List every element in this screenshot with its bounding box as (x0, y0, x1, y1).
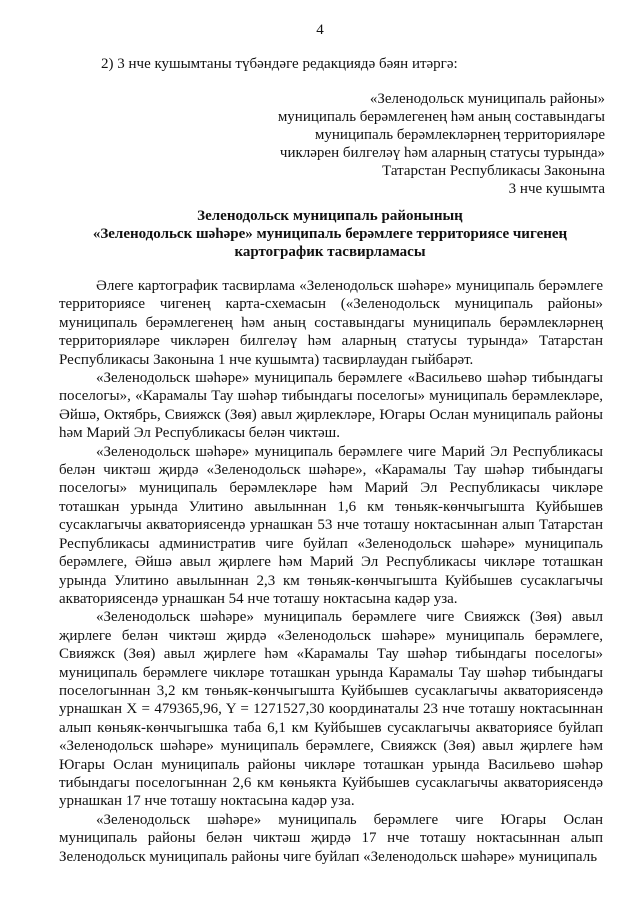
title-line: Зеленодольск муниципаль районының (197, 208, 463, 224)
reference-line: муниципаль берәмлекләрнең территорияләре (314, 127, 605, 143)
title-line: картографик тасвирламасы (234, 244, 426, 260)
reference-line: муниципаль берәмлегенең һәм аның составындагы (277, 109, 605, 125)
body-paragraph: «Зеленодольск шәһәре» муниципаль берәмлеге чиге Югары Ослан муниципаль районы белән чиктәш җирдә 17 нче тоташу ноктасыннан алып Зеленодольск муниципаль районы чиге буйлап «Зеленодольск шәһәре» муниципаль (59, 811, 603, 865)
body-paragraph: «Зеленодольск шәһәре» муниципаль берәмлеге чиге Марий Эл Республикасы белән чиктәш җирдә «Зеленодольск шәһәре», «Карамалы Тау шәһәр тибындагы поселогы» муниципаль берәмлекләре һәм Марий Эл Республикасы чикләре тоташкан урында Улитино авылыннан 1,6 км төньяк-көнчыгышта Куйбышев сусаклагычы акваториясендә урнашкан 53 нче тоташу ноктасыннан алып Татарстан Республикасы административ чиге буйлап «Зеленодольск шәһәре» муниципаль берәмлеге, Әйшә авыл җирлеге һәм Марий Эл Республикасы чикләре тоташкан урында Улитино авылыннан 2,3 км төньяк-көнчыгышта Куйбышев сусаклагычы акваториясендә урнашкан 54 нче тоташу ноктасына кадәр уза. (59, 443, 603, 607)
body-paragraph: Әлеге картографик тасвирлама «Зеленодольск шәһәре» муниципаль берәмлеге территориясе чигенең карта-схемасын («Зеленодольск муниципаль районы» муниципаль берәмлегенең һәм аның составындагы муниципаль берәмлекләрнең территорияләре чикләрен билгеләү һәм аларның статусы турында» Татарстан Республикасы Законына 1 нче кушымта) тасвирлаудан гыйбарәт. (59, 278, 603, 368)
amendment-intro: 2) 3 нче кушымтаны түбәндәге редакциядә бәян итәргә: (101, 56, 458, 72)
reference-line: «Зеленодольск муниципаль районы» (369, 91, 605, 107)
reference-line: Татарстан Республикасы Законына (382, 163, 605, 179)
document-body (59, 277, 603, 866)
reference-line: 3 нче кушымта (508, 181, 605, 197)
page-number: 4 (316, 22, 324, 38)
body-paragraph: «Зеленодольск шәһәре» муниципаль берәмлеге чиге Свияжск (Зөя) авыл җирлеге белән чиктәш җирдә «Зеленодольск шәһәре» муниципаль берәмлеге, Свияжск (Зөя) авыл җирлеге һәм «Карамалы Тау шәһәр тибындагы поселогы» муниципаль берәмлеге чикләре тоташкан урында Карамалы Тау шәһәр тибындагы поселогыннан 3,2 км төньяк-көнчыгышта Куйбышев сусаклагычы акваториясендә урнашкан X = 479365,96, Y = 1271527,30 координаталы 23 нче тоташу ноктасыннан алып көньяк-көнчыгышка таба 6,1 км Куйбышев сусаклагычы акваториясе буйлап «Зеленодольск шәһәре» муниципаль берәмлеге, Свияжск (Зөя) авыл җирлеге һәм Югары Ослан муниципаль районы чикләре тоташкан урында Васильево шәһәр тибындагы поселогыннан 2,6 км көньякта Куйбышев сусаклагычы акваториясендә урнашкан 17 нче тоташу ноктасына кадәр уза. (59, 609, 603, 810)
document-title (60, 207, 600, 261)
appendix-reference-block (165, 90, 605, 198)
body-paragraph: «Зеленодольск шәһәре» муниципаль берәмлеге «Васильево шәһәр тибындагы поселогы», «Карамалы Тау шәһәр тибындагы поселогы» муниципаль берәмлекләре, Әйшә, Октябрь, Свияжск (Зөя) авыл җирлекләре, Югары Ослан муниципаль районы һәм Марий Эл Республикасы белән чиктәш. (59, 370, 603, 442)
title-line: «Зеленодольск шәһәре» муниципаль берәмлеге территориясе чигенең (92, 226, 568, 242)
reference-line: чикләрен билгеләү һәм аларның статусы турында» (279, 145, 605, 161)
